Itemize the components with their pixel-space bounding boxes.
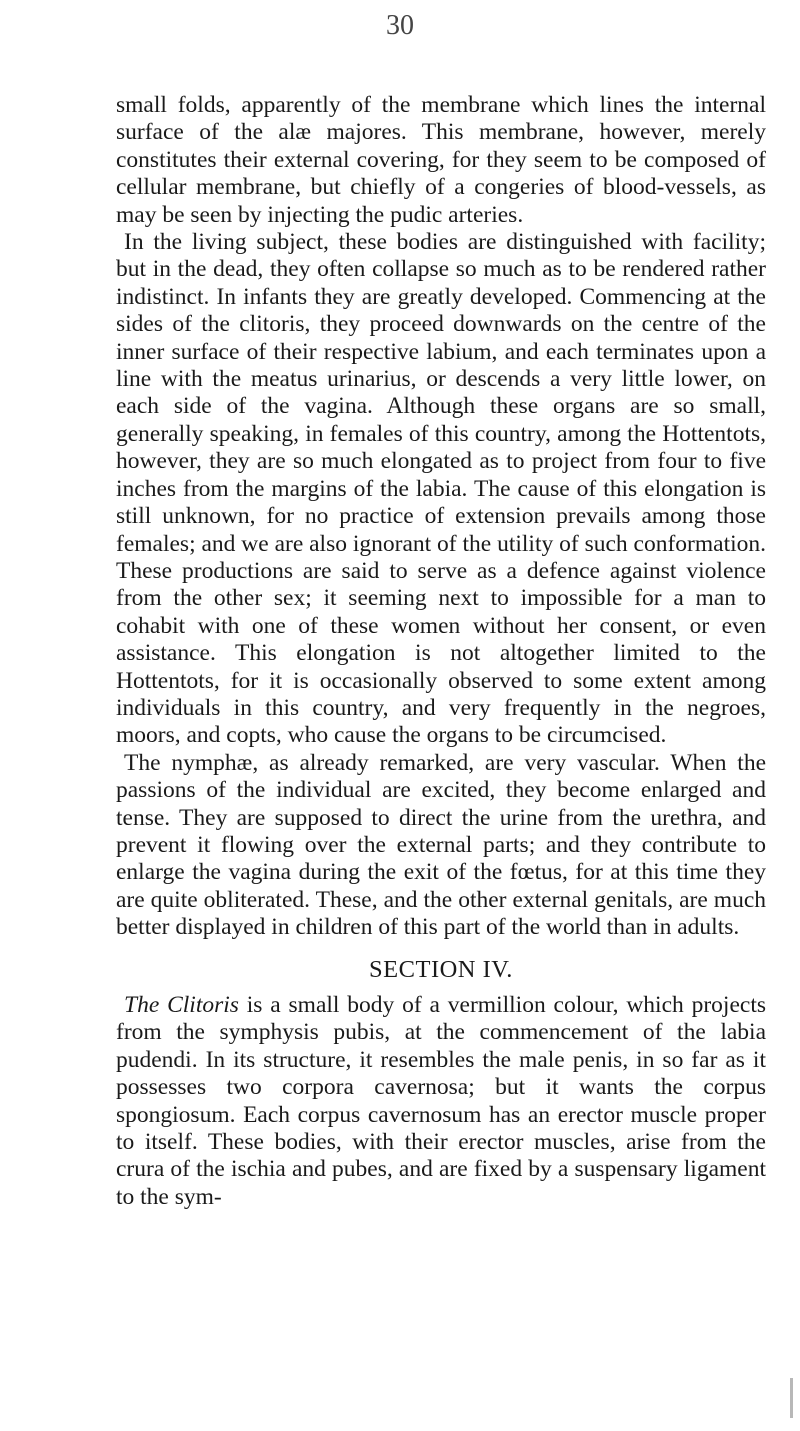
paragraph-1: small folds, apparently of the membrane which lines the internal surface of the alæ majores. This membrane, however, merely constitutes their external covering, for they seem to be composed of cellular membrane, but chiefly of a congeries of blood-vessels, as may be seen by injecting the pudic arteries. (116, 92, 766, 228)
page-number: 30 (386, 10, 414, 41)
section-heading: SECTION IV. (369, 955, 513, 983)
paragraph-4 (116, 992, 766, 1211)
paragraph-3: The nymphæ, as already remarked, are very vascular. When the passions of the individual are excited, they become enlarged and tense. They are supposed to direct the urine from the urethra, and prevent it flowing over the external parts; and they contribute to enlarge the vagina during the exit of the fœtus, for at this time they are quite obliterated. These, and the other external genitals, are much better displayed in children of this part of the world than in adults. (116, 749, 766, 941)
paragraph-2: In the living subject, these bodies are distinguished with facility; but in the dead, they often collapse so much as to be rendered rather indistinct. In infants they are greatly developed. Commencing at the sides of the clitoris, they proceed downwards on the centre of the inner surface of their respective labium, and each terminates upon a line with the meatus urinarius, or descends a very little lower, on each side of the vagina. Although these organs are so small, generally speaking, in females of this country, among the Hottentots, however, they are so much elongated as to project from four to five inches from the margins of the labia. The cause of this elongation is still unknown, for no practice of extension prevails among those females; and we are also ignorant of the utility of such conformation. These productions are said to serve as a defence against violence from the other sex; it seeming next to impossible for a man to cohabit with one of these women without her consent, or even assistance. This elongation is not altogether limited to the Hottentots, for it is occasionally observed to some extent among individuals in this country, and very frequently in the negroes, moors, and copts, who cause the organs to be circumcised. (116, 229, 766, 749)
body-text (116, 92, 766, 1211)
paragraph-4-lead: The Clitoris (124, 992, 239, 1018)
page-edge-mark (790, 1378, 793, 1418)
paragraph-4-rest: is a small body of a vermillion colour, which projects from the symphysis pubis, at the commencement of the labia pudendi. In its structure, it resembles the male penis, in so far as it possesses two corpora cavernosa; but it wants the corpus spongiosum. Each corpus cavernosum has an erector muscle proper to itself. These bodies, with their erector muscles, arise from the crura of the ischia and pubes, and are fixed by a suspensary ligament to the sym- (116, 992, 766, 1210)
